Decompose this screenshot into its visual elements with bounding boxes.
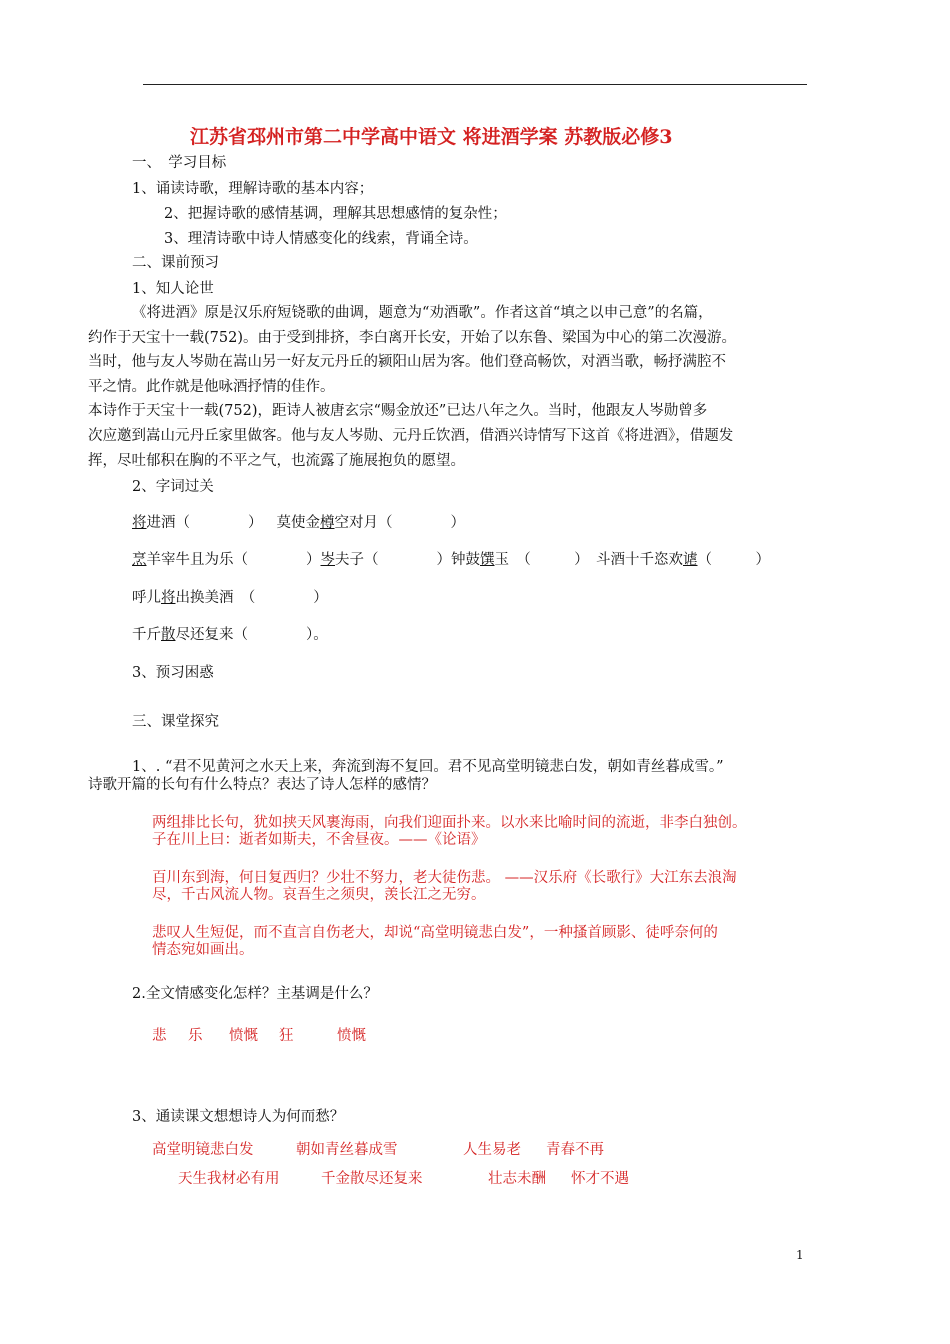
answer-3-phrase: 怀才不遇 xyxy=(571,1171,629,1187)
answer-3-phrase: 朝如青丝暮成雪 xyxy=(296,1142,398,1158)
goal-3: 3、理清诗歌中诗人情感变化的线索，背诵全诗。 xyxy=(164,231,478,247)
answer-1-line: 两组排比长句，犹如挟天风裹海雨，向我们迎面扑来。以水来比喻时间的流逝，非李白独创。 xyxy=(152,815,747,831)
answer-3-phrase: 壮志未酬 xyxy=(488,1171,546,1187)
vocab-char: 岑 xyxy=(320,552,335,568)
answer-3-phrase: 人生易老 xyxy=(463,1142,521,1158)
answer-2-word: 愤慨 xyxy=(229,1028,258,1044)
answer-1-line: 悲叹人生短促，而不直言自伤老大，却说“高堂明镜悲白发”，一种搔首顾影、徒呼奈何的 xyxy=(152,925,718,941)
answer-2-word: 乐 xyxy=(188,1028,203,1044)
vocab-char: 馔 xyxy=(480,552,495,568)
answer-1-line: 百川东到海，何日复西归？少壮不努力，老大徒伤悲。 ——汉乐府《长歌行》大江东去浪淘 xyxy=(152,870,737,886)
goal-1: 1、诵读诗歌，理解诗歌的基本内容； xyxy=(132,181,374,197)
goal-2: 2、把握诗歌的感情基调，理解其思想感情的复杂性； xyxy=(164,206,507,222)
answer-3-phrase: 青春不再 xyxy=(546,1142,604,1158)
answer-2-word: 悲 xyxy=(152,1028,167,1044)
subsection-preview-questions: 3、预习困惑 xyxy=(132,665,214,681)
question-1-line: 1、. “君不见黄河之水天上来，奔流到海不复回。君不见高堂明镜悲白发，朝如青丝暮成雪。” xyxy=(132,759,724,775)
vocab-row: 呼儿将出换美酒 （ ） xyxy=(132,590,328,606)
answer-3-phrase: 高堂明镜悲白发 xyxy=(152,1142,254,1158)
vocab-row: 烹羊宰牛且为乐（ ）岑夫子（ ）钟鼓馔玉 （ ） 斗酒十千恣欢谑（ ） xyxy=(132,552,770,568)
subsection-know-author: 1、知人论世 xyxy=(132,281,214,297)
page-number: 1 xyxy=(796,1248,804,1262)
answer-2-word: 狂 xyxy=(279,1028,294,1044)
background-para-1-line: 约作于天宝十一载(752)。由于受到排挤，李白离开长安，开始了以东鲁、梁国为中心的第二次漫游。 xyxy=(88,330,736,346)
section-2-heading: 二、课前预习 xyxy=(132,255,219,271)
vocab-char: 烹 xyxy=(132,552,147,568)
background-para-2-line: 次应邀到嵩山元丹丘家里做客。他与友人岑勋、元丹丘饮酒，借酒兴诗情写下这首《将进酒》，借题发 xyxy=(88,428,734,444)
question-1-line: 诗歌开篇的长句有什么特点？表达了诗人怎样的感情？ xyxy=(88,777,436,793)
answer-1-line: 情态宛如画出。 xyxy=(152,942,254,958)
subsection-vocabulary: 2、字词过关 xyxy=(132,479,214,495)
background-para-1-line: 《将进酒》原是汉乐府短铙歌的曲调，题意为“劝酒歌”。作者这首“填之以申己意”的名篇， xyxy=(132,305,713,321)
background-para-1-line: 当时，他与友人岑勋在嵩山另一好友元丹丘的颍阳山居为客。他们登高畅饮，对酒当歌，畅抒满腔不 xyxy=(88,354,726,370)
answer-3-phrase: 天生我材必有用 xyxy=(178,1171,280,1187)
vocab-char: 谑 xyxy=(683,552,698,568)
background-para-1-line: 平之情。此作就是他咏酒抒情的佳作。 xyxy=(88,379,335,395)
answer-1-line: 尽，千古风流人物。哀吾生之须臾，羡长江之无穷。 xyxy=(152,887,486,903)
section-1-heading: 一、 学习目标 xyxy=(132,155,227,171)
vocab-char: 散 xyxy=(161,627,176,643)
answer-2-word: 愤慨 xyxy=(337,1028,366,1044)
vocab-char: 将 xyxy=(132,515,147,531)
document-title: 江苏省邳州市第二中学高中语文 将进酒学案 苏教版必修3 xyxy=(190,126,673,148)
section-3-heading: 三、课堂探究 xyxy=(132,714,219,730)
background-para-2-line: 挥，尽吐郁积在胸的不平之气，也流露了施展抱负的愿望。 xyxy=(88,453,465,469)
vocab-char: 樽 xyxy=(320,515,335,531)
vocab-char: 将 xyxy=(161,590,176,606)
vocab-row: 将进酒（ ） 莫使金樽空对月（ ） xyxy=(132,515,465,531)
header-rule xyxy=(143,84,807,85)
question-3: 3、通读课文想想诗人为何而愁？ xyxy=(132,1109,345,1125)
answer-3-phrase: 千金散尽还复来 xyxy=(321,1171,423,1187)
vocab-row: 千斤散尽还复来（ ）。 xyxy=(132,627,328,643)
question-2: 2.全文情感变化怎样？主基调是什么？ xyxy=(132,986,378,1002)
background-para-2-line: 本诗作于天宝十一载(752)，距诗人被唐玄宗“赐金放还”已达八年之久。当时，他跟友人岑勋曾多 xyxy=(88,403,708,419)
answer-1-line: 子在川上曰：逝者如斯夫，不舍昼夜。——《论语》 xyxy=(152,832,486,848)
